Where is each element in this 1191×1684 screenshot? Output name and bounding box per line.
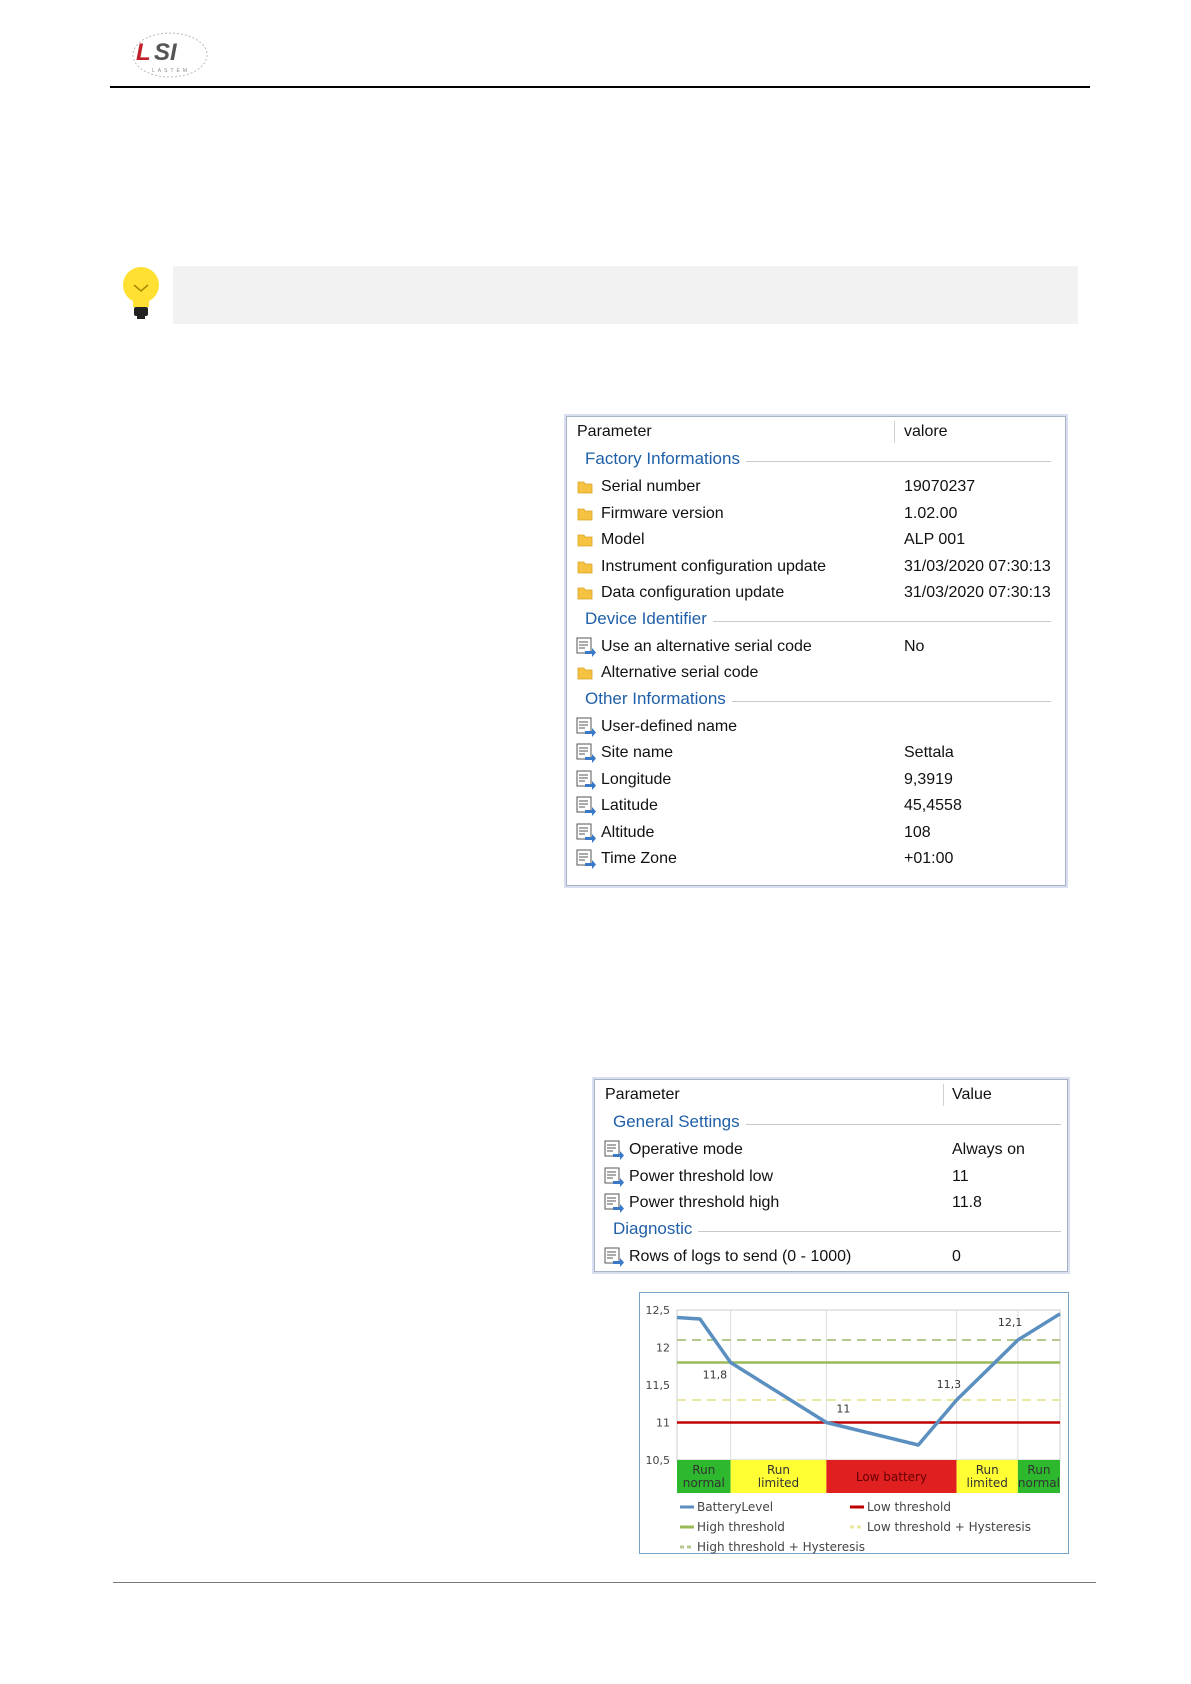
property-label: Latitude [601,797,658,814]
property-label: Time Zone [601,850,677,867]
battery-level-line [677,1314,1060,1445]
property-row[interactable] [595,1190,1067,1217]
property-row[interactable] [567,740,1065,767]
property-value[interactable]: 11.8 [952,1194,982,1211]
data-label: 11,3 [936,1378,962,1391]
property-row[interactable] [567,634,1065,661]
y-tick-label: 11 [656,1416,670,1430]
section-title: Other Informations [585,689,732,709]
property-row[interactable] [595,1244,1067,1271]
edit-icon [575,636,597,658]
edit-icon [575,795,597,817]
legend-label: BatteryLevel [697,1500,774,1514]
property-row[interactable] [567,714,1065,741]
column-header-value: Value [952,1086,992,1103]
property-label: Instrument configuration update [601,557,827,575]
folder-icon [575,503,597,525]
edit-icon [603,1246,625,1268]
legend-label: High threshold + Hysteresis [697,1540,865,1554]
column-separator [894,421,895,443]
legend-label: Low threshold + Hysteresis [867,1520,1031,1534]
tip-box [173,266,1078,324]
section-header[interactable] [567,447,1065,474]
property-label: Serial number [601,478,701,495]
property-label: Model [601,531,645,548]
state-band-label: Run normal [682,1463,725,1490]
property-row[interactable] [595,1137,1067,1164]
state-band-label: Run limited [966,1463,1008,1490]
edit-icon [575,716,597,738]
column-header-value: valore [904,423,948,440]
property-label: Power threshold low [629,1167,774,1185]
property-value[interactable]: 31/03/2020 07:30:13 [904,557,1051,575]
property-row[interactable] [567,474,1065,501]
property-row[interactable] [567,820,1065,847]
edit-icon [603,1139,625,1161]
edit-icon [575,822,597,844]
svg-text:LASTEM: LASTEM [152,68,191,74]
property-label: Site name [601,744,674,761]
folder-icon [575,556,597,578]
state-band-label: Run normal [1017,1463,1060,1490]
property-label: Rows of logs to send (0 - 1000) [629,1247,852,1265]
grid-header [595,1080,1067,1110]
property-row[interactable] [567,554,1065,581]
property-label: Alternative serial code [601,664,759,681]
property-label: Altitude [601,823,655,841]
folder-icon [575,662,597,684]
section-title: Device Identifier [585,609,713,629]
battery-chart-svg [640,1293,1070,1555]
y-tick-label: 11,5 [645,1379,670,1392]
section-title: Diagnostic [613,1219,698,1239]
section-title: General Settings [613,1112,746,1132]
property-value[interactable]: No [904,637,925,655]
column-header-parameter: Parameter [577,423,652,440]
svg-text:SI: SI [154,39,177,66]
section-header[interactable] [567,607,1065,634]
section-title: Factory Informations [585,449,746,469]
state-band-label: Low battery [855,1470,928,1484]
data-label: 11 [836,1402,851,1416]
property-label: Firmware version [601,504,724,522]
property-value[interactable]: 31/03/2020 07:30:13 [904,584,1051,601]
header-rule [110,86,1090,88]
property-label: User-defined name [601,717,738,735]
property-value[interactable]: 108 [904,823,931,841]
property-label: Operative mode [629,1141,743,1158]
property-value[interactable]: 45,4558 [904,797,962,814]
property-label: Power threshold high [629,1194,780,1211]
property-value[interactable]: ALP 001 [904,531,966,548]
property-value[interactable]: 11 [952,1167,969,1185]
column-header-parameter: Parameter [605,1086,680,1103]
factory-info-grid [566,416,1066,886]
edit-icon [603,1192,625,1214]
legend-label: Low threshold [867,1500,951,1514]
property-row[interactable] [567,660,1065,687]
grid-header [567,417,1065,447]
property-label: Longitude [601,770,672,788]
property-value[interactable]: Always on [952,1141,1025,1158]
folder-icon [575,582,597,604]
y-tick-label: 12,5 [645,1304,670,1317]
footer-rule [113,1582,1096,1583]
property-value[interactable]: 19070237 [904,478,976,495]
property-row[interactable] [595,1164,1067,1191]
section-header[interactable] [595,1217,1067,1244]
edit-icon [575,769,597,791]
property-label: Use an alternative serial code [601,637,812,655]
property-value[interactable]: +01:00 [904,850,954,867]
edit-icon [603,1166,625,1188]
svg-text:L: L [136,39,151,66]
property-row[interactable] [567,767,1065,794]
property-label: Data configuration update [601,584,785,601]
company-logo [130,28,210,80]
y-tick-label: 10,5 [645,1454,670,1467]
y-tick-label: 12 [656,1341,670,1355]
lightbulb-icon [120,265,162,321]
data-label: 11,8 [702,1368,728,1382]
folder-icon [575,529,597,551]
property-value[interactable]: Settala [904,744,954,761]
battery-chart [639,1292,1069,1554]
folder-icon [575,476,597,498]
section-header[interactable] [567,687,1065,714]
property-row[interactable] [567,580,1065,607]
state-band-label: Run limited [757,1463,800,1490]
edit-icon [575,848,597,870]
column-separator [943,1084,944,1106]
property-row[interactable] [567,527,1065,554]
section-header[interactable] [595,1110,1067,1137]
property-value[interactable]: 0 [952,1247,961,1265]
data-label: 12,1 [997,1316,1023,1329]
edit-icon [575,742,597,764]
property-value[interactable]: 9,3919 [904,770,953,788]
settings-grid [594,1079,1068,1272]
property-row[interactable] [567,501,1065,528]
property-row[interactable] [567,846,1065,873]
legend-label: High threshold [697,1520,785,1534]
plot-area [677,1310,1060,1460]
property-row[interactable] [567,793,1065,820]
property-value[interactable]: 1.02.00 [904,504,958,522]
